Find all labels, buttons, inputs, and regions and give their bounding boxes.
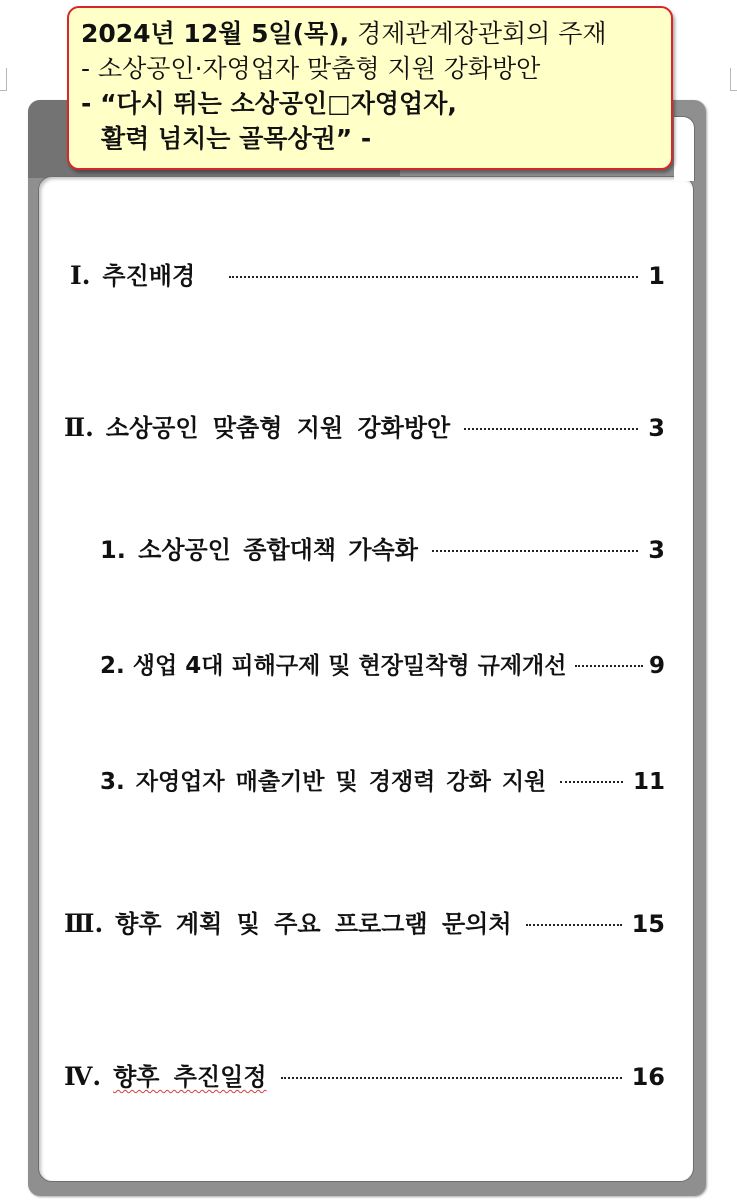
toc-numeral: Ⅳ.: [64, 1062, 102, 1091]
toc-numeral: Ⅲ.: [64, 909, 104, 938]
toc-numeral: Ⅱ.: [64, 413, 94, 442]
toc-page-number: 1: [648, 262, 665, 290]
toc-page-number: 9: [648, 653, 665, 679]
toc-panel-cap: [674, 116, 695, 181]
toc-dot-leader: [464, 428, 638, 430]
toc-numeral: Ⅰ.: [70, 261, 91, 290]
callout-line-1: [81, 16, 661, 51]
page-corner-mark-right: [730, 68, 737, 91]
toc-title: 3. 자영업자 매출기반 및 경쟁력 강화 지원: [100, 769, 547, 795]
callout-line-2: - 소상공인·자영업자 맞춤형 지원 강화방안: [81, 54, 541, 83]
toc-dot-leader: [560, 781, 623, 783]
toc-page-number: 11: [632, 769, 665, 795]
callout-line-3: - “다시 뛰는 소상공인□자영업자,: [81, 89, 457, 118]
toc-dot-leader: [281, 1077, 622, 1079]
toc-page-number: 3: [648, 414, 665, 442]
toc-dot-leader: [575, 665, 643, 667]
toc-page-number: 16: [631, 1063, 665, 1091]
toc-entry-2-1[interactable]: [100, 530, 665, 565]
toc-dot-leader: [526, 924, 622, 926]
toc-entry-2[interactable]: [64, 408, 665, 443]
toc-entry-1[interactable]: [70, 256, 665, 291]
toc-title: 향후 추진일정: [113, 1063, 267, 1091]
toc-title: 소상공인 맞춤형 지원 강화방안: [105, 414, 451, 442]
toc-title: 2. 생업 4대 피해구제 및 현장밀착형 규제개선: [100, 653, 567, 679]
toc-entry-2-2[interactable]: [100, 647, 665, 680]
toc-title: 1. 소상공인 종합대책 가속화: [100, 536, 418, 564]
callout-event: 경제관계장관회의 주재: [357, 19, 607, 48]
callout-line-4: 활력 넘치는 골목상권” -: [101, 124, 372, 153]
toc-dot-leader: [432, 550, 638, 552]
toc-title: 향후 계획 및 주요 프로그램 문의처: [115, 910, 512, 938]
title-callout: [67, 6, 673, 170]
toc-title: 추진배경: [102, 262, 196, 290]
callout-date: 2024년 12월 5일(목),: [81, 19, 350, 48]
toc-page-number: 15: [631, 910, 665, 938]
page-corner-mark-left: [0, 68, 7, 91]
toc-page-number: 3: [648, 536, 665, 564]
toc-entry-3[interactable]: [64, 904, 665, 939]
toc-entry-2-3[interactable]: [100, 763, 665, 796]
toc-entry-4[interactable]: [64, 1057, 665, 1092]
toc-dot-leader: [229, 276, 638, 278]
